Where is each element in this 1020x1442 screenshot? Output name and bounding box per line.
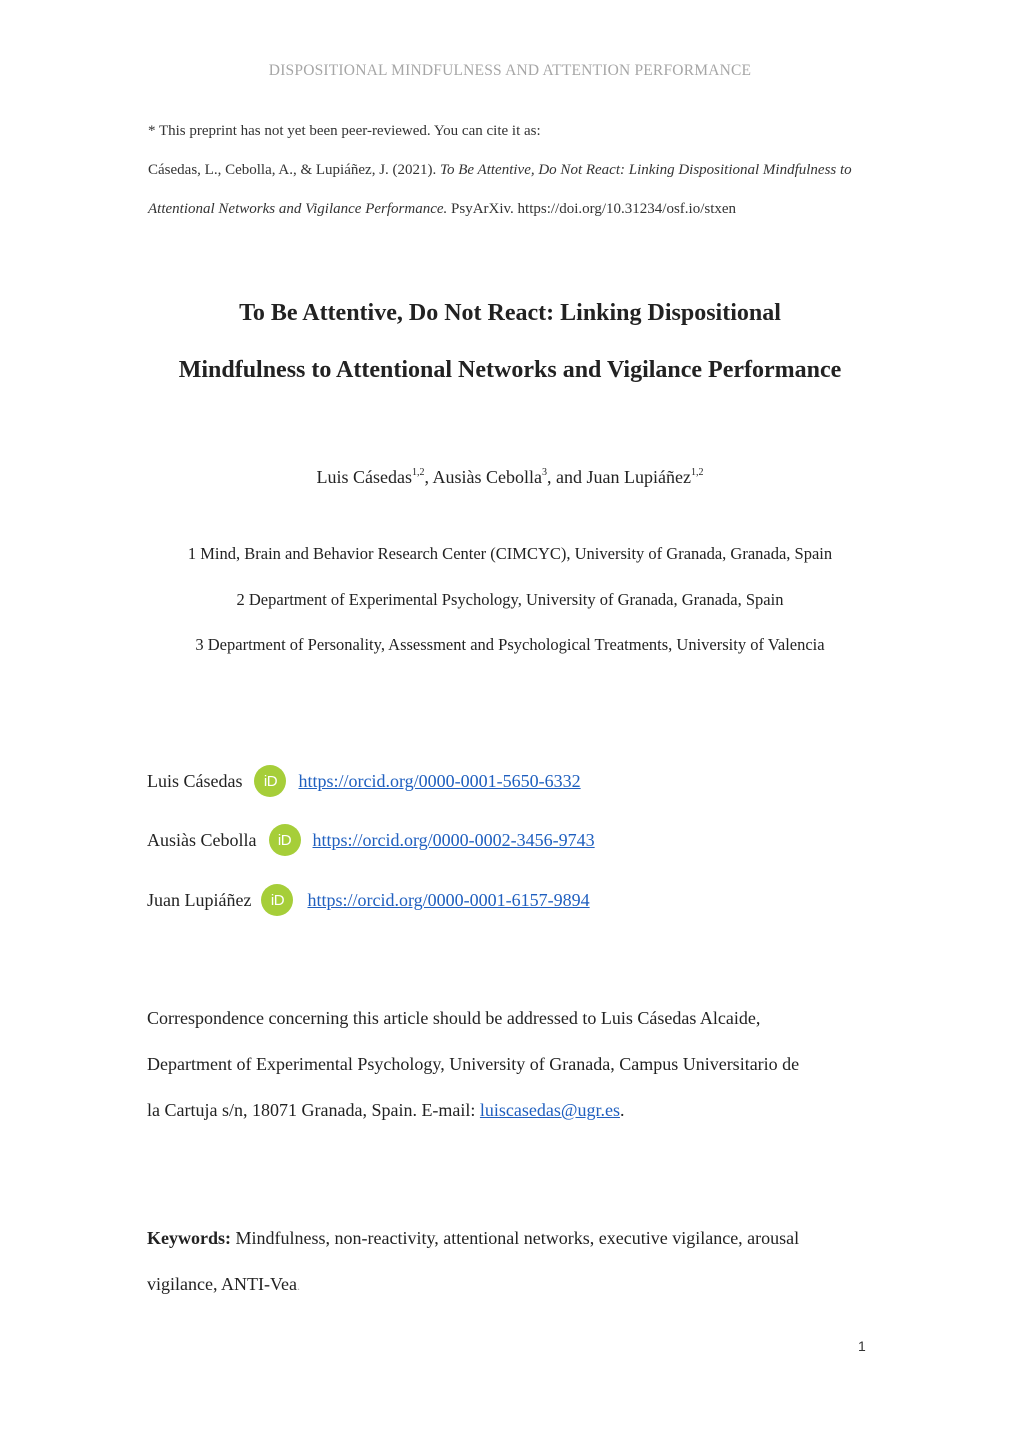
email-link[interactable]: luiscasedas@ugr.es xyxy=(479,1100,620,1120)
orcid-link[interactable]: https://orcid.org/0000-0002-3456-9743 xyxy=(312,829,595,850)
orcid-author-name: Luis Cásedas xyxy=(147,770,243,791)
keywords-line-2 xyxy=(147,1274,300,1295)
keywords-list: Mindfulness, non-reactivity, attentional networks, executive vigilance, arousal xyxy=(231,1228,800,1248)
author-name: Luis Cásedas xyxy=(316,467,412,487)
author-name: Juan Lupiáñez xyxy=(586,467,691,487)
keywords-period: . xyxy=(296,1279,300,1293)
correspondence-line-1: Correspondence concerning this article should be addressed to Luis Cásedas Alcaide, xyxy=(147,1008,761,1028)
correspondence-line-3 xyxy=(147,1100,624,1121)
affiliation-3: 3 Department of Personality, Assessment and Psychological Treatments, University of Valencia xyxy=(195,635,825,654)
orcid-row xyxy=(147,883,590,917)
author-name: Ausiàs Cebolla xyxy=(432,467,543,487)
author-separator: , xyxy=(424,467,433,487)
orcid-icon: iD xyxy=(254,765,286,797)
orcid-row xyxy=(147,764,581,798)
paper-title-line-1: To Be Attentive, Do Not React: Linking Dispositional xyxy=(239,300,781,326)
keywords-list-cont: vigilance, ANTI-Vea xyxy=(147,1274,297,1294)
preprint-note: * This preprint has not yet been peer-reviewed. You can cite it as: xyxy=(148,123,541,139)
affiliation-2: 2 Department of Experimental Psychology, University of Granada, Granada, Spain xyxy=(236,590,784,609)
orcid-author-name: Juan Lupiáñez xyxy=(147,889,252,910)
citation-title-part1: To Be Attentive, Do Not React: Linking Dispositional Mindfulness to xyxy=(440,162,852,178)
page-number: 1 xyxy=(858,1338,866,1354)
citation-title-part2: Attentional Networks and Vigilance Performance. xyxy=(148,201,448,217)
keywords-label: Keywords: xyxy=(147,1228,231,1248)
orcid-icon: iD xyxy=(261,884,293,916)
citation-source: PsyArXiv. https://doi.org/10.31234/osf.io/stxen xyxy=(447,201,737,217)
orcid-row xyxy=(147,823,595,857)
author-list xyxy=(0,467,1020,488)
affiliation-1: 1 Mind, Brain and Behavior Research Center (CIMCYC), University of Granada, Granada, Spain xyxy=(187,544,833,563)
running-head: DISPOSITIONAL MINDFULNESS AND ATTENTION PERFORMANCE xyxy=(268,62,752,79)
author-affil-sup: 3 xyxy=(542,467,548,478)
orcid-link[interactable]: https://orcid.org/0000-0001-5650-6332 xyxy=(298,770,581,791)
citation-line-1 xyxy=(148,162,852,179)
author-separator: , and xyxy=(547,467,587,487)
correspondence-address: la Cartuja s/n, 18071 Granada, Spain. E-mail: xyxy=(147,1100,480,1120)
author-affil-sup: 1,2 xyxy=(412,467,425,478)
citation-line-2 xyxy=(148,201,736,218)
correspondence-line-2: Department of Experimental Psychology, University of Granada, Campus Universitario de xyxy=(147,1054,800,1074)
author-affil-sup: 1,2 xyxy=(690,467,704,478)
paper-title-line-2: Mindfulness to Attentional Networks and Vigilance Performance xyxy=(178,357,842,383)
orcid-author-name: Ausiàs Cebolla xyxy=(147,829,257,850)
orcid-link[interactable]: https://orcid.org/0000-0001-6157-9894 xyxy=(307,889,590,910)
keywords-line-1 xyxy=(147,1228,799,1249)
orcid-icon: iD xyxy=(269,824,301,856)
correspondence-period: . xyxy=(619,1100,625,1120)
citation-authors: Cásedas, L., Cebolla, A., & Lupiáñez, J. (2021). xyxy=(148,162,441,178)
